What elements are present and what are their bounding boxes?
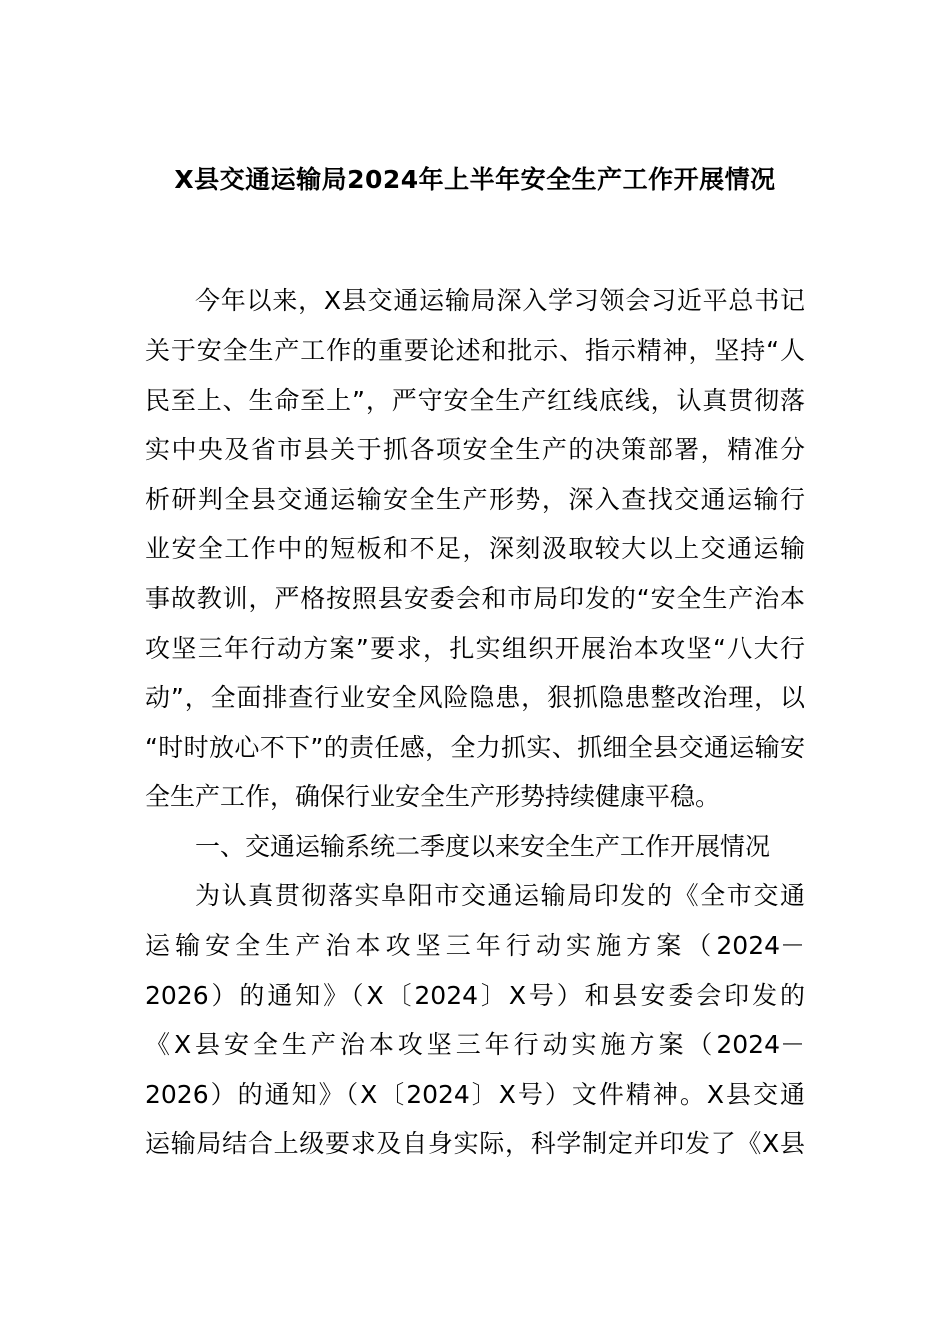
paragraph-3-line-5: 2026）的通知》（X〔2024〕X号）文件精神。X县交通: [145, 1080, 805, 1109]
paragraph-1-line-3: 民至上、生命至上”，严守安全生产红线底线，认真贯彻落: [145, 386, 805, 415]
paragraph-1-line-5: 析研判全县交通运输安全生产形势，深入查找交通运输行: [145, 485, 805, 514]
paragraph-3-line-1: 为认真贯彻落实阜阳市交通运输局印发的《全市交通: [195, 881, 805, 910]
paragraph-1-line-6: 业安全工作中的短板和不足，深刻汲取较大以上交通运输: [145, 534, 805, 563]
paragraph-1-line-9: 动”，全面排查行业安全风险隐患，狠抓隐患整改治理，以: [145, 683, 805, 712]
paragraph-1-line-4: 实中央及省市县关于抓各项安全生产的决策部署，精准分: [145, 435, 805, 464]
paragraph-1-line-8: 攻坚三年行动方案”要求，扎实组织开展治本攻坚“八大行: [145, 634, 805, 663]
paragraph-3-line-4: 《X县安全生产治本攻坚三年行动实施方案（2024－: [145, 1030, 805, 1059]
section-heading-1: 一、交通运输系统二季度以来安全生产工作开展情况: [195, 832, 771, 861]
paragraph-1-line-1: 今年以来，X县交通运输局深入学习领会习近平总书记: [195, 286, 805, 315]
paragraph-1-line-11: 全生产工作，确保行业安全生产形势持续健康平稳。: [145, 782, 721, 811]
paragraph-1-line-2: 关于安全生产工作的重要论述和批示、指示精神，坚持“人: [145, 336, 805, 365]
paragraph-3-line-6: 运输局结合上级要求及自身实际，科学制定并印发了《X县: [145, 1129, 805, 1158]
paragraph-1-line-7: 事故教训，严格按照县安委会和市局印发的“安全生产治本: [145, 584, 805, 613]
paragraph-3-line-2: 运输安全生产治本攻坚三年行动实施方案（2024－: [145, 931, 805, 960]
paragraph-1-line-10: “时时放心不下”的责任感，全力抓实、抓细全县交通运输安: [145, 733, 805, 762]
paragraph-3-line-3: 2026）的通知》（X〔2024〕X号）和县安委会印发的: [145, 981, 805, 1010]
document-title: X县交通运输局2024年上半年安全生产工作开展情况: [174, 165, 776, 194]
